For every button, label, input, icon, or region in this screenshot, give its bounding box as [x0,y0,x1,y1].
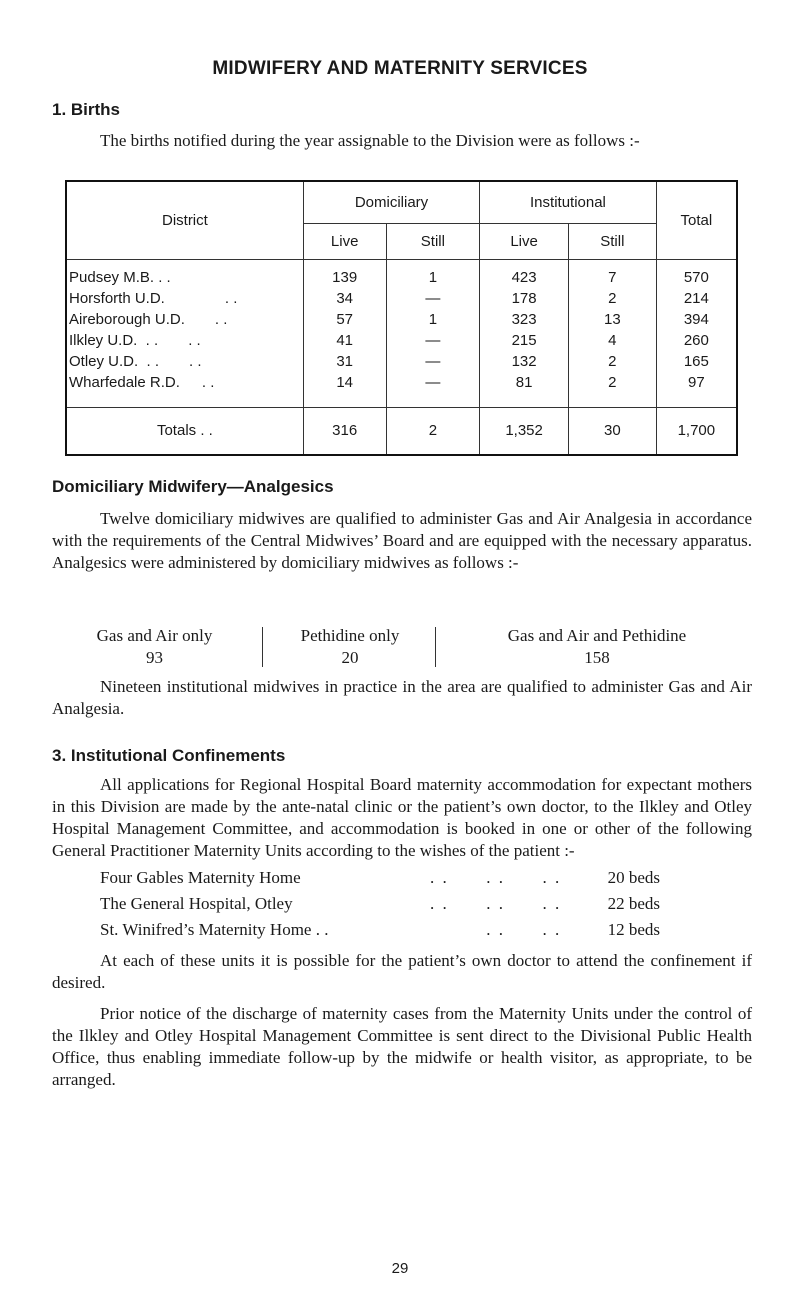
total-cell: 214 [656,288,737,309]
table-row [66,309,737,330]
list-item: The General Hospital, Otley . . . . . . 22 beds [100,894,660,913]
list-item: Four Gables Maternity Home . . . . . . 20 beds [100,868,660,887]
dom-still-cell: — [386,288,480,309]
dom-still-cell: 1 [386,267,480,288]
dom-still-cell: — [386,372,480,393]
district-cell: Ilkley U.D. . . . . [66,330,303,351]
table-row [66,330,737,351]
district-cell: Wharfedale R.D. . . [66,372,303,393]
totals-dom-live: 316 [303,407,386,455]
col-inst-still-header: Still [568,223,656,259]
inst-still-cell: 2 [568,372,656,393]
column-divider [435,627,436,667]
inst-live-cell: 423 [480,267,569,288]
total-cell: 394 [656,309,737,330]
table-row [66,372,737,393]
totals-label: Totals . . [66,407,303,455]
inst-still-cell: 13 [568,309,656,330]
page-number: 29 [391,1260,409,1277]
inst-live-cell: 81 [480,372,569,393]
total-cell: 260 [656,330,737,351]
district-cell: Aireborough U.D. . . [66,309,303,330]
district-cell: Horsforth U.D. . . [66,288,303,309]
dom-live-cell: 57 [303,309,386,330]
analgesics-para1: Twelve domiciliary midwives are qualified to administer Gas and Air Analgesia in accordance with the requirements of the Central Midwives’ Board and are equipped with the necessary apparatus. Analgesics were administered by domiciliary midwives as follows :- [52,509,752,572]
dom-still-cell: — [386,330,480,351]
total-cell: 570 [656,267,737,288]
inst-live-cell: 132 [480,351,569,372]
district-cell: Pudsey M.B. . . [66,267,303,288]
gas-air-only: Gas and Air only 93 [96,626,213,667]
col-inst-live-header: Live [480,223,569,259]
dom-still-cell: — [386,351,480,372]
confinements-para3: Prior notice of the discharge of maternity cases from the Maternity Units under the control of the Ilkley and Otley Hospital Management Committee is sent direct to the Divisional Public Health Office, thus enabling immediate follow-up by the midwife or health visitor, as appropriate, to be arranged. [52,1004,752,1089]
totals-total: 1,700 [656,407,737,455]
total-cell: 97 [656,372,737,393]
confinements-para1: All applications for Regional Hospital Board maternity accommodation for expectant mothers in this Division are made by the ante-natal clinic or the patient’s own doctor, to the Ilkley and Otley Hospital Management Committee, and accommodation is booked in one or other of the following General Practitioner Maternity Units according to the wishes of the patient :- [52,775,752,860]
totals-inst-live: 1,352 [480,407,569,455]
births-intro: The births notified during the year assignable to the Division were as follows :- [100,131,640,150]
dom-still-cell: 1 [386,309,480,330]
inst-live-cell: 323 [480,309,569,330]
total-cell: 165 [656,351,737,372]
col-total-header: Total [656,181,737,259]
column-divider [262,627,263,667]
totals-dom-still: 2 [386,407,480,455]
dom-live-cell: 34 [303,288,386,309]
list-item: St. Winifred’s Maternity Home . . . . . . 12 beds [100,920,660,939]
col-domiciliary-header: Domiciliary [303,181,479,223]
inst-still-cell: 4 [568,330,656,351]
inst-live-cell: 178 [480,288,569,309]
dom-live-cell: 139 [303,267,386,288]
inst-still-cell: 2 [568,288,656,309]
table-row [66,351,737,372]
gas-air-and-pethidine: Gas and Air and Pethidine 158 [507,626,687,667]
maternity-units-list [100,868,660,946]
births-heading: 1. Births [52,100,121,119]
district-cell: Otley U.D. . . . . [66,351,303,372]
dom-live-cell: 14 [303,372,386,393]
dom-live-cell: 31 [303,351,386,372]
totals-inst-still: 30 [568,407,656,455]
inst-still-cell: 2 [568,351,656,372]
col-dom-still-header: Still [386,223,480,259]
col-dom-live-header: Live [303,223,386,259]
table-row [66,288,737,309]
inst-still-cell: 7 [568,267,656,288]
analgesics-heading: Domiciliary Midwifery—Analgesics [52,477,334,496]
table-row [66,267,737,288]
dom-live-cell: 41 [303,330,386,351]
births-table [65,180,738,456]
confinements-heading: 3. Institutional Confinements [52,746,286,765]
col-district-header: District [66,181,303,259]
totals-row [66,407,737,455]
pethidine-only: Pethidine only 20 [300,626,400,667]
inst-live-cell: 215 [480,330,569,351]
page-title: MIDWIFERY AND MATERNITY SERVICES [212,58,588,79]
analgesics-para2: Nineteen institutional midwives in practice in the area are qualified to administer Gas and Air Analgesia. [52,677,752,718]
confinements-para2: At each of these units it is possible for the patient’s own doctor to attend the confinement if desired. [52,951,752,992]
col-institutional-header: Institutional [480,181,656,223]
